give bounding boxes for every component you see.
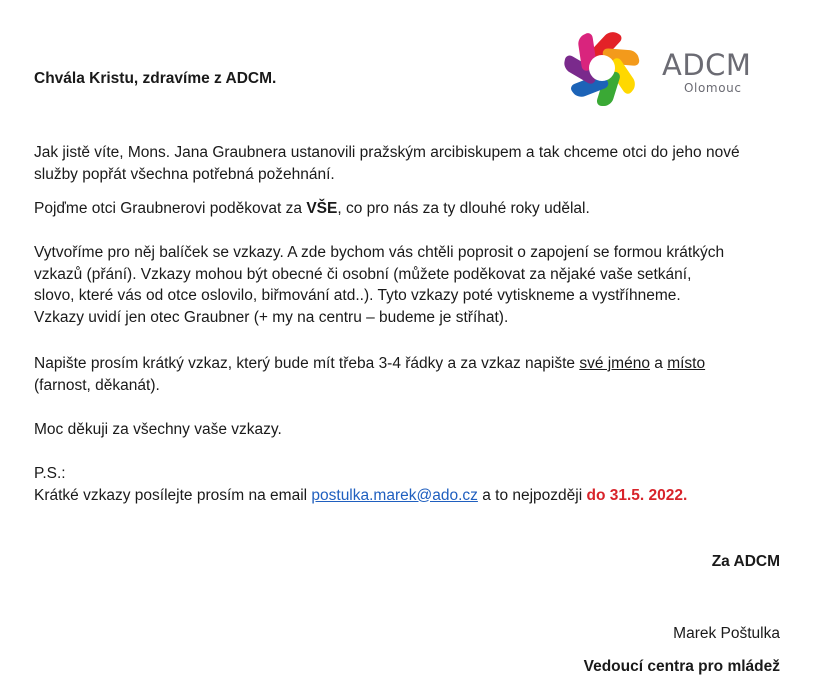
paragraph-announcement: Jak jistě víte, Mons. Jana Graubnera ustanovili pražským arcibiskupem a tak chceme otci do jeho nové služby popřát všechna potřebná požehnání. xyxy=(34,144,740,183)
logo-title: ADCM xyxy=(662,48,752,82)
signature-role: Vedoucí centra pro mládež xyxy=(583,658,780,675)
deadline: do 31.5. 2022. xyxy=(586,486,688,504)
ps-text-mid: a to nejpozději xyxy=(477,486,587,504)
package-line-3: slovo, které vás od otce oslovilo, biřmování atd..). Tyto vzkazy poté vytiskneme a vystříhneme. xyxy=(34,287,681,304)
instructions-place-underlined: místo xyxy=(667,355,706,372)
instructions-name-underlined: své jméno xyxy=(579,355,650,372)
signature-org: Za ADCM xyxy=(711,553,780,570)
instructions-text-mid: a xyxy=(649,355,668,372)
paragraph-thanks xyxy=(34,198,784,220)
paragraph-package xyxy=(34,242,784,328)
thanks-bold-word: VŠE xyxy=(306,200,338,217)
thanks-text-before: Pojďme otci Graubnerovi poděkovat za xyxy=(34,200,307,217)
logo-subtitle: Olomouc xyxy=(684,81,742,95)
email-link[interactable]: postulka.marek@ado.cz xyxy=(311,486,478,504)
package-line-2: vzkazů (přání). Vzkazy mohou být obecné či osobní (můžete poděkovat za nějaké vaše setkání, xyxy=(34,265,692,283)
greeting: Chvála Kristu, zdravíme z ADCM. xyxy=(34,70,277,87)
package-line-4: Vzkazy uvidí jen otec Graubner (+ my na centru – budeme je stříhat). xyxy=(34,308,509,326)
signature-name: Marek Poštulka xyxy=(673,625,780,642)
instructions-text-before: Napište prosím krátký vzkaz, který bude mít třeba 3-4 řádky a za vzkaz napište xyxy=(34,355,580,372)
paragraph-thank-you: Moc děkuji za všechny vaše vzkazy. xyxy=(34,421,282,438)
ps-label: P.S.: xyxy=(34,465,66,482)
ps-text-before: Krátké vzkazy posílejte prosím na email xyxy=(34,486,312,504)
thanks-text-after: , co pro nás za ty dlouhé roky udělal. xyxy=(337,200,590,217)
paragraph-instructions xyxy=(34,353,784,396)
postscript xyxy=(34,463,784,506)
instructions-text-after: (farnost, děkanát). xyxy=(34,376,160,394)
package-line-1: Vytvoříme pro něj balíček se vzkazy. A zde bychom vás chtěli poprosit o zapojení se formou krátkých xyxy=(34,244,725,261)
